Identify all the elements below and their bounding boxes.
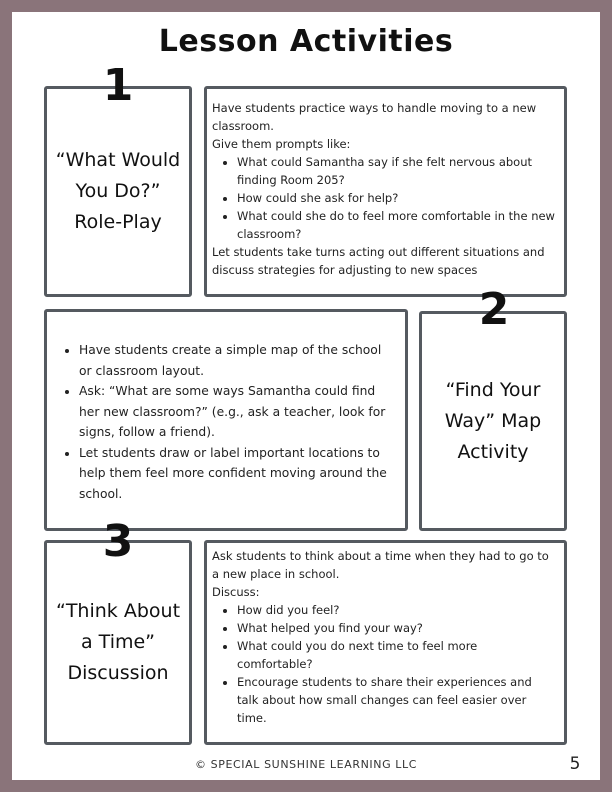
list-item: • Let students draw or label important locations to help them feel more confident moving around the school. [79,443,391,505]
activity-3-label-line: a Time” [80,631,156,653]
list-item: • Encourage students to share their experiences and talk about how small changes can feel easier over time. [237,673,556,727]
activity-1-label-line: Role-Play [74,211,162,233]
activity-3-description [204,540,567,745]
list-item: • What could you do next time to feel more comfortable? [237,637,556,673]
activity-3-prompt-lead: Discuss: [212,585,260,599]
list-item: • How did you feel? [237,601,556,619]
copyright-footer: © SPECIAL SUNSHINE LEARNING LLC [194,758,418,771]
list-item: • What could Samantha say if she felt nervous about finding Room 205? [237,153,556,189]
activity-1-description [204,86,567,297]
activity-3-number: 3 [102,516,134,567]
page-title: Lesson Activities [158,24,454,59]
list-item: • Have students create a simple map of the school or classroom layout. [79,340,391,381]
activity-1-number: 1 [102,60,134,111]
list-item: • How could she ask for help? [237,189,556,207]
list-item: • Ask: “What are some ways Samantha could find her new classroom?” (e.g., ask a teacher, look for signs, follow a friend). [79,381,391,443]
activity-2-number: 2 [478,284,510,335]
activity-3-label-box [44,540,192,745]
activity-2-label-box [419,311,567,531]
activity-3-label-line: “Think About [55,600,181,622]
activity-2-description [44,309,408,531]
page-number: 5 [569,754,581,774]
list-item: • What could she do to feel more comfortable in the new classroom? [237,207,556,243]
activity-3-intro: Ask students to think about a time when they had to go to a new place in school. [212,549,549,581]
activity-1-label-box [44,86,192,297]
activity-1-closing: Let students take turns acting out different situations and discuss strategies for adjusting to new spaces [212,245,545,277]
activity-1-label-line: “What Would [55,149,181,171]
activity-2-list [53,340,391,504]
activity-1-intro: Have students practice ways to handle moving to a new classroom. [212,101,537,133]
activity-1-label-line: You Do?” [75,180,161,202]
activity-2-label-line: Activity [457,440,529,463]
list-item: • What helped you find your way? [237,619,556,637]
activity-2-label-line: “Find Your [445,378,541,401]
activity-3-discussion-list [212,601,556,727]
activity-2-label-line: Way” Map [444,409,542,432]
activity-1-prompt-list [212,153,556,243]
activity-1-prompt-lead: Give them prompts like: [212,137,351,151]
activity-3-label-line: Discussion [67,662,169,684]
